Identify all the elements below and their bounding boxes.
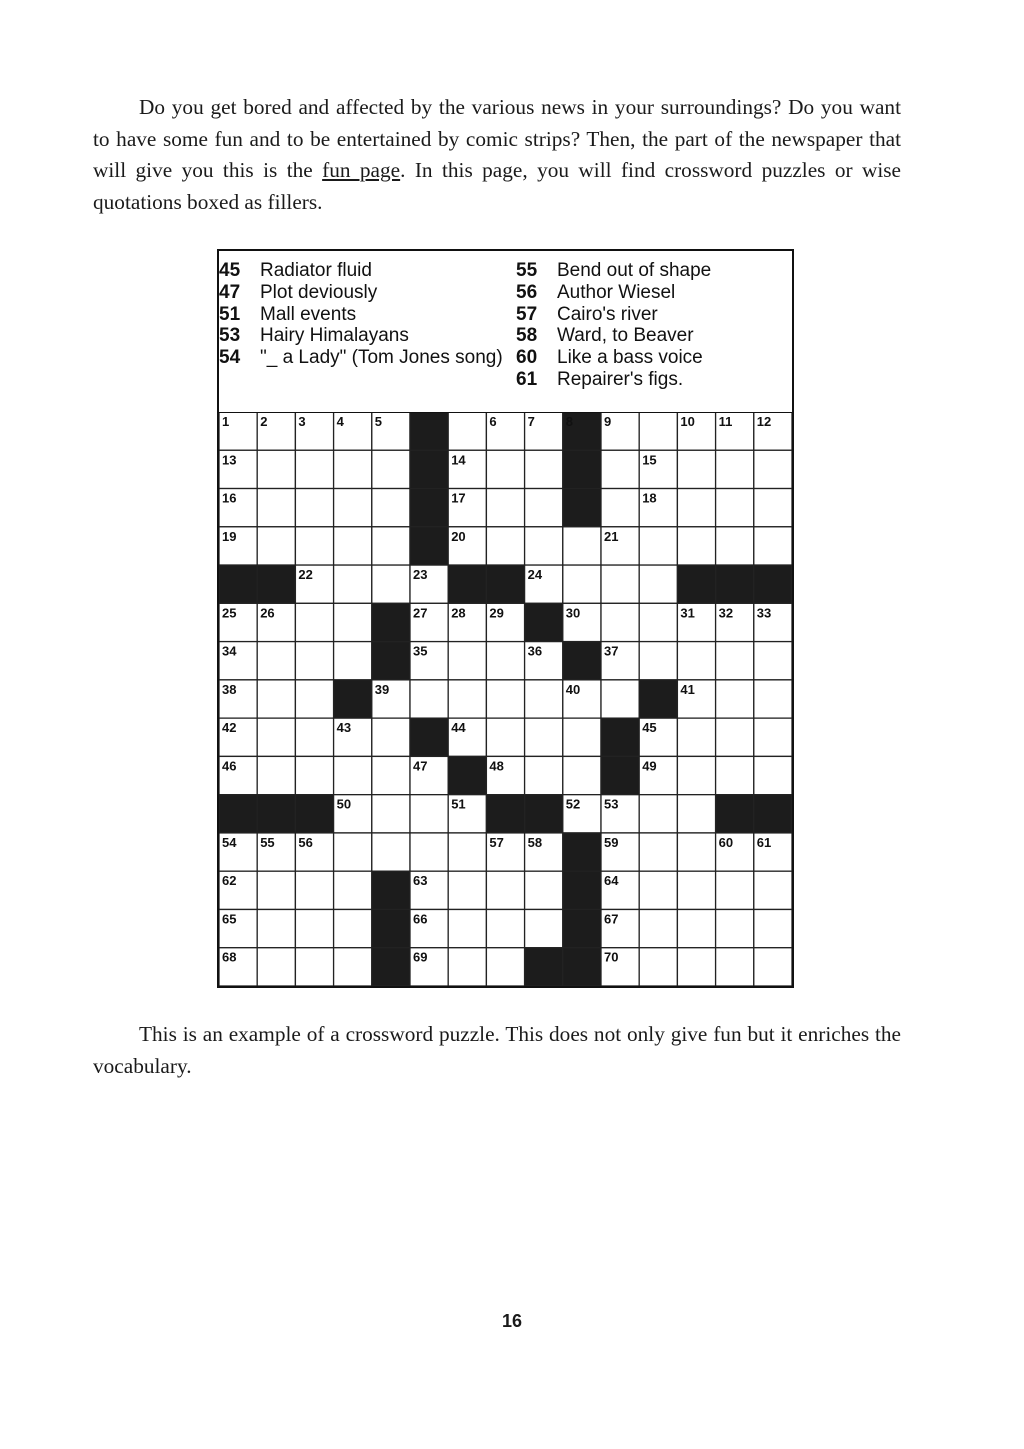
black-square [677,565,715,603]
black-square [639,680,677,718]
clue-number: 57 [516,303,538,325]
cell-number: 25 [222,605,237,621]
grid-cell[interactable] [754,948,792,986]
grid-cell[interactable] [639,909,677,947]
grid-cell[interactable] [295,680,333,718]
black-square [563,833,601,871]
black-square [486,795,524,833]
cell-number: 32 [718,605,734,621]
clue-number: 56 [516,281,538,303]
grid-cell[interactable] [639,833,677,871]
cell-number: 29 [489,605,504,621]
clue-text: Hairy Himalayans [260,325,409,347]
clue-text: Ward, to Beaver [557,325,694,347]
cell-number: 4 [336,414,344,429]
clue-item [516,304,786,326]
cell-number: 70 [604,949,619,965]
cell-number: 17 [451,490,466,506]
black-square [372,871,410,909]
cell-number: 46 [222,758,237,774]
grid-cell[interactable] [295,450,333,488]
cell-number: 1 [222,414,230,429]
black-square [334,680,372,718]
cell-number: 43 [336,720,352,736]
grid-cell[interactable] [372,527,410,565]
grid-cell[interactable] [639,642,677,680]
grid-cell[interactable] [372,756,410,794]
grid-cell[interactable] [563,718,601,756]
clue-column-left [219,260,509,369]
black-square [372,909,410,947]
grid-cell[interactable] [295,603,333,641]
grid-cell[interactable] [257,489,295,527]
cell-number: 34 [222,643,237,659]
cell-number: 48 [489,758,504,774]
intro-text-end: . In this page, you will find crossword puzzles or wise quotations boxed as fillers. [93,158,902,214]
clue-number: 55 [516,260,538,281]
grid-cell[interactable] [639,871,677,909]
black-square [754,565,792,603]
grid-cell[interactable] [716,909,754,947]
cell-number: 22 [298,567,313,583]
grid-cell[interactable] [677,909,715,947]
cell-number: 47 [413,758,428,774]
grid-cell[interactable] [525,527,563,565]
grid-cell[interactable] [448,948,486,986]
cell-number: 63 [413,873,428,889]
grid-cell[interactable] [754,718,792,756]
grid-cell[interactable] [639,795,677,833]
clue-text: Like a bass voice [557,347,703,369]
black-square [410,450,448,488]
clue-text: Radiator fluid [260,260,372,281]
cell-number: 36 [527,643,543,659]
cell-number: 11 [718,414,733,429]
black-square [754,795,792,833]
black-square [563,909,601,947]
cell-number: 20 [451,528,466,544]
black-square [372,948,410,986]
clue-text: "_ a Lady" (Tom Jones song) [260,347,503,369]
clue-column-right [516,260,786,391]
grid-cell[interactable] [525,450,563,488]
grid-cell[interactable] [257,450,295,488]
cell-number: 55 [260,834,275,850]
cell-number: 35 [413,643,428,659]
grid-cell[interactable] [639,603,677,641]
black-square [410,412,448,450]
grid-cell[interactable] [525,871,563,909]
cell-number: 3 [298,414,306,429]
cell-number: 23 [413,567,428,583]
grid-cell[interactable] [601,565,639,603]
black-square [410,489,448,527]
grid-cell[interactable] [334,948,372,986]
cell-number: 26 [260,605,275,621]
cell-number: 30 [565,605,581,621]
cell-number: 15 [642,452,657,468]
grid-cell[interactable] [410,680,448,718]
grid-cell[interactable] [639,948,677,986]
black-square [372,603,410,641]
clue-text: Repairer's figs. [557,368,684,390]
cell-number: 27 [413,605,428,621]
grid-cell[interactable] [677,833,715,871]
grid-cell[interactable] [334,527,372,565]
black-square [525,795,563,833]
grid-cell[interactable] [563,527,601,565]
grid-cell[interactable] [295,756,333,794]
clue-item [516,325,786,347]
black-square [295,795,333,833]
grid-cell[interactable] [754,909,792,947]
cell-number: 67 [604,911,619,927]
black-square [563,948,601,986]
grid-cell[interactable] [257,756,295,794]
cell-number: 12 [756,414,772,429]
cell-number: 50 [336,796,352,812]
clue-text: Author Wiesel [557,281,676,303]
cell-number: 51 [451,796,466,812]
grid-cell[interactable] [372,450,410,488]
closing-paragraph [93,1019,901,1082]
cell-number: 7 [527,414,535,429]
clue-item [219,325,509,347]
grid-cell[interactable] [257,527,295,565]
grid-cell[interactable] [295,948,333,986]
black-square [525,948,563,986]
grid-cell[interactable] [716,527,754,565]
grid-cell[interactable] [677,527,715,565]
page-number: 16 [501,1311,523,1331]
grid-cell[interactable] [716,948,754,986]
cell-number: 21 [604,528,619,544]
cell-number: 19 [222,528,237,544]
grid-cell[interactable] [486,718,524,756]
cell-number: 38 [222,681,237,697]
black-square [410,718,448,756]
grid-cell[interactable] [563,756,601,794]
clue-text: Cairo's river [557,303,658,325]
grid-cell[interactable] [754,489,792,527]
cell-number: 45 [642,720,657,736]
grid-cell[interactable] [448,833,486,871]
black-square [486,565,524,603]
grid-cell[interactable] [448,642,486,680]
grid-cell[interactable] [754,527,792,565]
black-square [525,603,563,641]
clue-number: 60 [516,347,538,369]
grid-cell[interactable] [410,833,448,871]
grid-cell[interactable] [334,756,372,794]
grid-cell[interactable] [334,489,372,527]
cell-number: 56 [298,834,313,850]
cell-number: 13 [222,452,237,468]
grid-cell[interactable] [639,565,677,603]
grid-cell[interactable] [334,909,372,947]
grid-cell[interactable] [716,489,754,527]
cell-number: 44 [451,720,466,736]
grid-cell[interactable] [486,489,524,527]
grid-cell[interactable] [334,603,372,641]
crossword-puzzle [217,249,794,988]
grid-cell[interactable] [601,450,639,488]
grid-cell[interactable] [486,871,524,909]
cell-number: 37 [604,643,619,659]
grid-cell[interactable] [525,718,563,756]
grid-cell[interactable] [257,871,295,909]
grid-cell[interactable] [448,680,486,718]
cell-number: 40 [565,681,581,697]
clue-text: Mall events [260,303,357,325]
grid-cell[interactable] [677,756,715,794]
black-square [219,795,257,833]
grid-cell[interactable] [334,833,372,871]
grid-cell[interactable] [372,833,410,871]
grid-cell[interactable] [716,450,754,488]
black-square [219,565,257,603]
cell-number: 64 [604,873,619,889]
grid-cell[interactable] [372,718,410,756]
intro-text-start: Do you get bored and affected by the various news in your surroundings? Do you want to have some fun and to be entertained by comic strips? Then, the part of the newspaper that will give you this is the [93,95,901,182]
grid-cell[interactable] [754,680,792,718]
black-square [563,450,601,488]
clue-item [219,282,509,304]
grid-cell[interactable] [601,603,639,641]
grid-cell[interactable] [295,527,333,565]
cell-number: 10 [680,414,695,429]
cell-number: 61 [756,834,772,850]
grid-cell[interactable] [486,642,524,680]
black-square [716,565,754,603]
grid-cell[interactable] [754,642,792,680]
grid-cell[interactable] [295,909,333,947]
clue-item [516,260,786,282]
clue-number: 53 [219,325,241,347]
grid-cell[interactable] [716,718,754,756]
clue-item [516,369,786,391]
grid-cell[interactable] [754,450,792,488]
intro-paragraph [93,92,901,218]
cell-number: 53 [604,796,619,812]
clue-item [219,304,509,326]
cell-number: 69 [413,949,428,965]
black-square [563,871,601,909]
black-square [563,489,601,527]
fun-page-term: fun page [322,158,401,182]
grid-cell[interactable] [525,756,563,794]
cell-number: 49 [642,758,657,774]
cell-number: 33 [756,605,772,621]
clue-text: Bend out of shape [557,260,712,281]
grid-cell[interactable] [677,718,715,756]
grid-cell[interactable] [601,489,639,527]
cell-number: 8 [565,414,574,429]
black-square [448,565,486,603]
grid-cell[interactable] [448,909,486,947]
cell-number: 31 [680,605,695,621]
cell-number: 28 [451,605,466,621]
grid-cell[interactable] [639,412,677,450]
cell-number: 2 [260,414,268,429]
clue-text: Plot deviously [260,281,378,303]
grid-cell[interactable] [257,642,295,680]
black-square [257,795,295,833]
grid-cell[interactable] [639,527,677,565]
cell-number: 16 [222,490,237,506]
cell-number: 54 [222,834,237,850]
clue-item [219,260,509,282]
grid-cell[interactable] [677,642,715,680]
clue-item [219,347,509,369]
clue-number: 45 [219,260,241,281]
cell-number: 57 [489,834,504,850]
cell-number: 60 [718,834,734,850]
black-square [410,527,448,565]
closing-text: This is an example of a crossword puzzle. This does not only give fun but it enriches the vocabulary. [93,1022,901,1078]
grid-cell[interactable] [677,489,715,527]
grid-cell[interactable] [257,680,295,718]
cell-number: 14 [451,452,466,468]
grid-cell[interactable] [295,718,333,756]
grid-cell[interactable] [677,795,715,833]
grid-cell[interactable] [334,450,372,488]
cell-number: 62 [222,873,237,889]
grid-cell[interactable] [334,565,372,603]
grid-cell[interactable] [486,680,524,718]
clue-number: 47 [219,281,241,303]
clue-item [516,347,786,369]
cell-number: 68 [222,949,237,965]
grid-cell[interactable] [334,871,372,909]
black-square [601,756,639,794]
cell-number: 42 [222,720,237,736]
black-square [448,756,486,794]
grid-cell[interactable] [754,871,792,909]
grid-cell[interactable] [448,412,486,450]
cell-number: 59 [604,834,619,850]
grid-cell[interactable] [716,642,754,680]
grid-cell[interactable] [716,680,754,718]
cell-number: 9 [604,414,612,429]
grid-cell[interactable] [295,871,333,909]
cell-number: 66 [413,911,428,927]
clue-number: 54 [219,347,241,369]
grid-cell[interactable] [410,795,448,833]
cell-number: 41 [680,681,695,697]
cell-number: 39 [374,681,390,697]
black-square [716,795,754,833]
black-square [563,642,601,680]
grid-cell[interactable] [486,527,524,565]
grid-cell[interactable] [525,680,563,718]
grid-cell[interactable] [716,871,754,909]
grid-cell[interactable] [372,795,410,833]
grid-cell[interactable] [295,489,333,527]
grid-cell[interactable] [448,871,486,909]
grid-cell[interactable] [257,909,295,947]
cell-number: 65 [222,911,237,927]
cell-number: 18 [642,490,657,506]
clue-list [219,251,792,412]
cell-number: 6 [489,414,497,429]
grid-cell[interactable] [257,948,295,986]
grid-cell[interactable] [525,909,563,947]
grid-cell[interactable] [677,871,715,909]
cell-number: 5 [374,414,383,429]
grid-cell[interactable] [486,948,524,986]
cell-number: 24 [527,567,543,583]
cell-number: 52 [565,796,581,812]
cell-number: 58 [527,834,543,850]
clue-item [516,282,786,304]
black-square [257,565,295,603]
grid-cell[interactable] [754,756,792,794]
clue-number: 61 [516,368,538,390]
black-square [601,718,639,756]
grid-cell[interactable] [601,680,639,718]
grid-cell[interactable] [334,642,372,680]
clue-number: 58 [516,325,538,347]
clue-number: 51 [219,303,241,325]
grid-cell[interactable] [257,718,295,756]
grid-cell[interactable] [677,450,715,488]
grid-cell[interactable] [295,642,333,680]
black-square [372,642,410,680]
grid-cell[interactable] [486,450,524,488]
grid-cell[interactable] [372,489,410,527]
grid-cell[interactable] [486,909,524,947]
crossword-grid [219,412,792,986]
grid-cell[interactable] [525,489,563,527]
grid-cell[interactable] [716,756,754,794]
grid-cell[interactable] [372,565,410,603]
grid-cell[interactable] [563,565,601,603]
grid-cell[interactable] [677,948,715,986]
